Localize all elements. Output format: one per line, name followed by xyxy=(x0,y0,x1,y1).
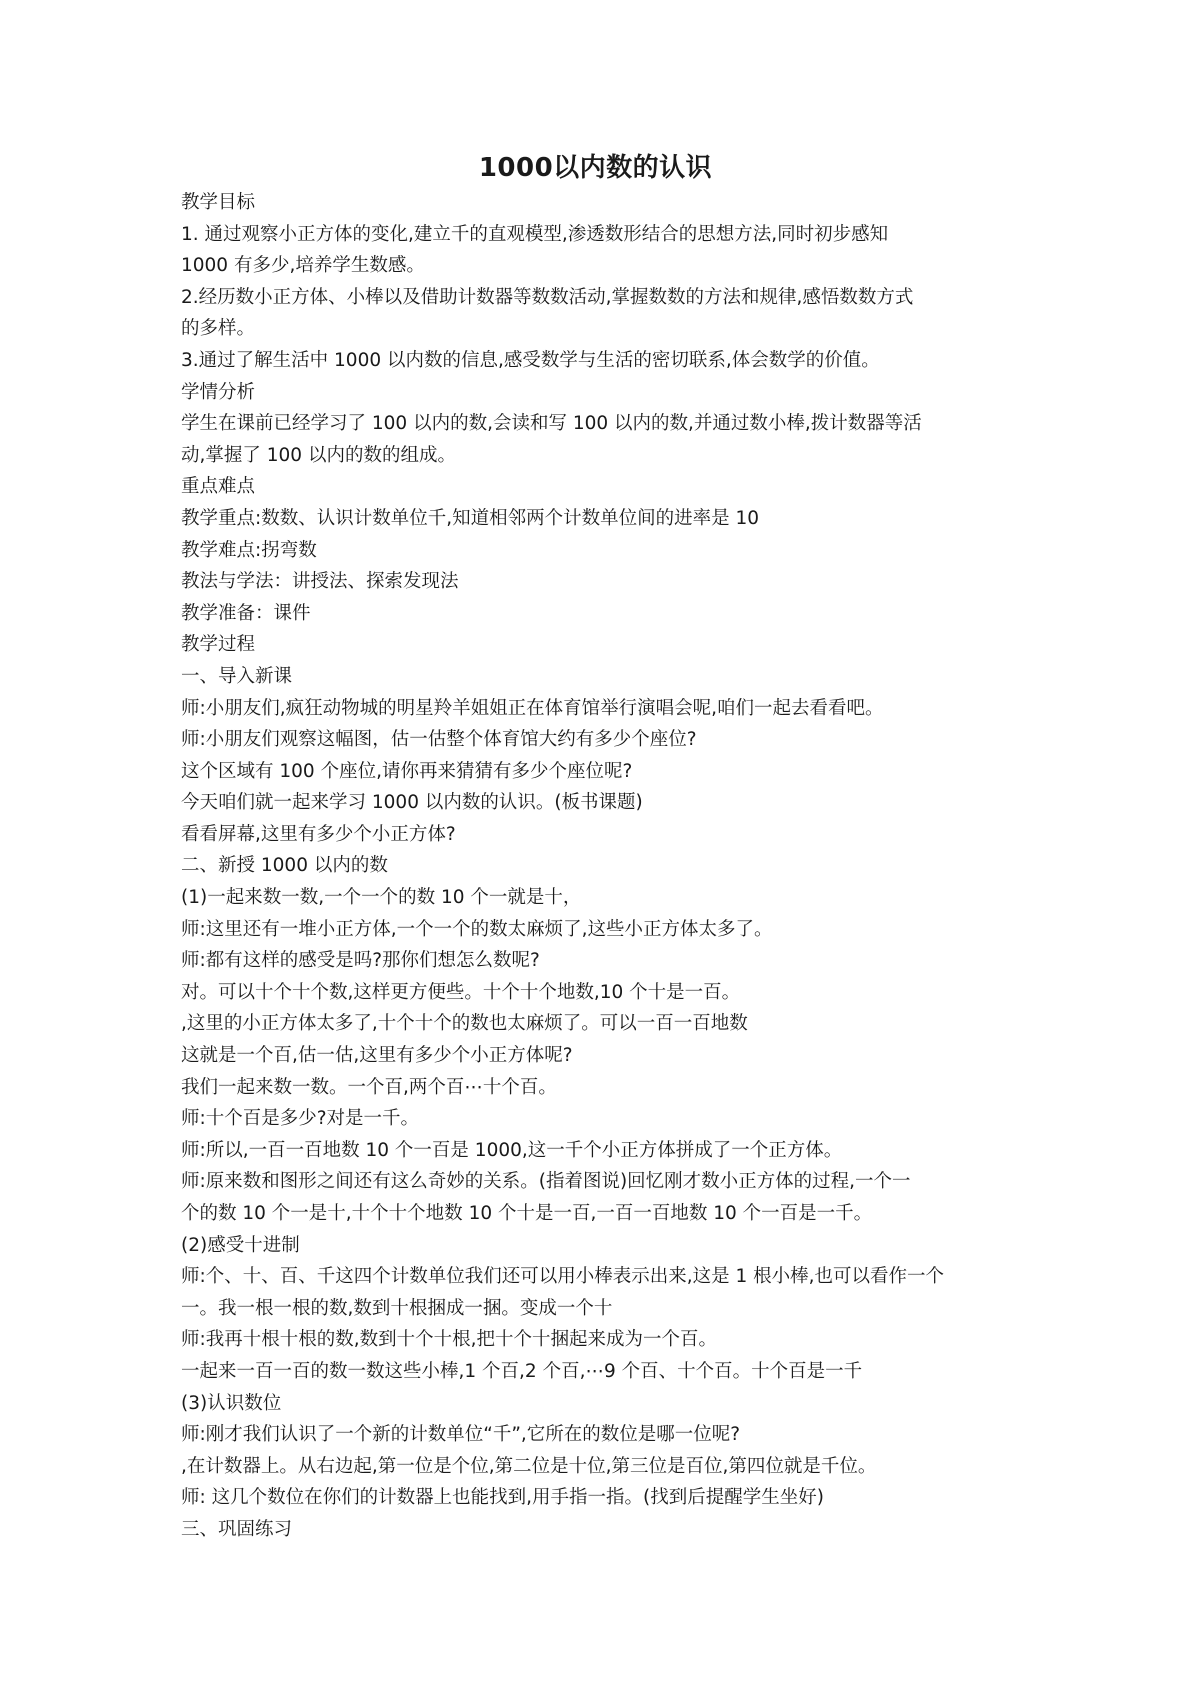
text-line: 师:刚才我们认识了一个新的计数单位“千”,它所在的数位是哪一位呢? xyxy=(181,1424,741,1446)
text-line: (3)认识数位 xyxy=(181,1392,282,1414)
text-line: 教学过程 xyxy=(181,634,256,656)
text-line: 师:都有这样的感受是吗?那你们想怎么数呢? xyxy=(181,950,540,972)
text-line: 教学目标 xyxy=(181,192,256,213)
text-line: 个的数 10 个一是十,十个十个地数 10 个十是一百,一百一百地数 10 个一百是一千。 xyxy=(181,1203,873,1224)
text-line: 教学难点:拐弯数 xyxy=(181,539,317,561)
text-line: 一起来一百一百的数一数这些小棒,1 个百,2 个百,⋯9 个百、十个百。十个百是一千 xyxy=(181,1360,863,1382)
text-line: 这个区域有 100 个座位,请你再来猜猜有多少个座位呢? xyxy=(181,760,633,782)
text-line: 师:小朋友们,疯狂动物城的明星羚羊姐姐正在体育馆举行演唱会呢,咱们一起去看看吧。 xyxy=(181,697,884,719)
text-line: 三、巩固练习 xyxy=(181,1518,293,1540)
text-line: 重点难点 xyxy=(181,476,256,498)
text-line: (2)感受十进制 xyxy=(181,1234,300,1256)
text-line: 师:我再十根十根的数,数到十个十根,把十个十捆起来成为一个百。 xyxy=(181,1329,717,1351)
text-line: 1000 有多少,培养学生数感。 xyxy=(181,255,425,277)
text-line: 教法与学法：讲授法、探索发现法 xyxy=(181,571,459,593)
text-line: 我们一起来数一数。一个百,两个百⋯十个百。 xyxy=(181,1076,557,1098)
document-title: 1000以内数的认识 xyxy=(478,153,713,183)
text-line: 3.通过了解生活中 1000 以内数的信息,感受数学与生活的密切联系,体会数学的价值。 xyxy=(181,349,880,371)
text-line: 教学准备：课件 xyxy=(181,602,311,624)
text-line: 师:所以,一百一百地数 10 个一百是 1000,这一千个小正方体拼成了一个正方体。 xyxy=(181,1139,843,1161)
text-line: 二、新授 1000 以内的数 xyxy=(181,855,388,877)
text-line: 学情分析 xyxy=(181,381,256,403)
text-line: 动,掌握了 100 以内的数的组成。 xyxy=(181,444,456,466)
text-line: 这就是一个百,估一估,这里有多少个小正方体呢? xyxy=(181,1045,573,1067)
text-line: 1. 通过观察小正方体的变化,建立千的直观模型,渗透数形结合的思想方法,同时初步感知 xyxy=(181,223,889,245)
text-line: 教学重点:数数、认识计数单位千,知道相邻两个计数单位间的进率是 10 xyxy=(181,507,760,529)
text-line: (1)一起来数一数,一个一个的数 10 个一就是十， xyxy=(181,887,582,909)
text-line: 师: 这几个数位在你们的计数器上也能找到,用手指一指。(找到后提醒学生坐好) xyxy=(181,1487,824,1509)
text-line: ,这里的小正方体太多了,十个十个的数也太麻烦了。可以一百一百地数 xyxy=(181,1013,748,1035)
document-body xyxy=(181,187,1021,1546)
text-line: 师:原来数和图形之间还有这么奇妙的关系。(指着图说)回忆刚才数小正方体的过程,一个一 xyxy=(181,1171,911,1193)
text-line: 学生在课前已经学习了 100 以内的数,会读和写 100 以内的数,并通过数小棒,拨计数器等活 xyxy=(181,413,922,435)
text-line: 一。我一根一根的数,数到十根捆成一捆。变成一个十 xyxy=(181,1297,613,1319)
text-line: 师:个、十、百、千这四个计数单位我们还可以用小棒表示出来,这是 1 根小棒,也可以看作一个 xyxy=(181,1266,945,1288)
text-line: 看看屏幕,这里有多少个小正方体? xyxy=(181,823,456,845)
text-line: 师:小朋友们观察这幅图，估一估整个体育馆大约有多少个座位? xyxy=(181,729,697,751)
text-line: 师:十个百是多少?对是一千。 xyxy=(181,1108,420,1130)
text-line: 对。可以十个十个数,这样更方便些。十个十个地数,10 个十是一百。 xyxy=(181,981,741,1003)
text-line: 的多样。 xyxy=(181,318,256,340)
text-line: ,在计数器上。从右边起,第一位是个位,第二位是十位,第三位是百位,第四位就是千位。 xyxy=(181,1455,877,1477)
text-line: 今天咱们就一起来学习 1000 以内数的认识。(板书课题) xyxy=(181,792,643,814)
text-line: 一、导入新课 xyxy=(181,665,293,687)
text-line: 2.经历数小正方体、小棒以及借助计数器等数数活动,掌握数数的方法和规律,感悟数数方式 xyxy=(181,286,914,308)
text-line: 师:这里还有一堆小正方体,一个一个的数太麻烦了,这些小正方体太多了。 xyxy=(181,918,773,940)
